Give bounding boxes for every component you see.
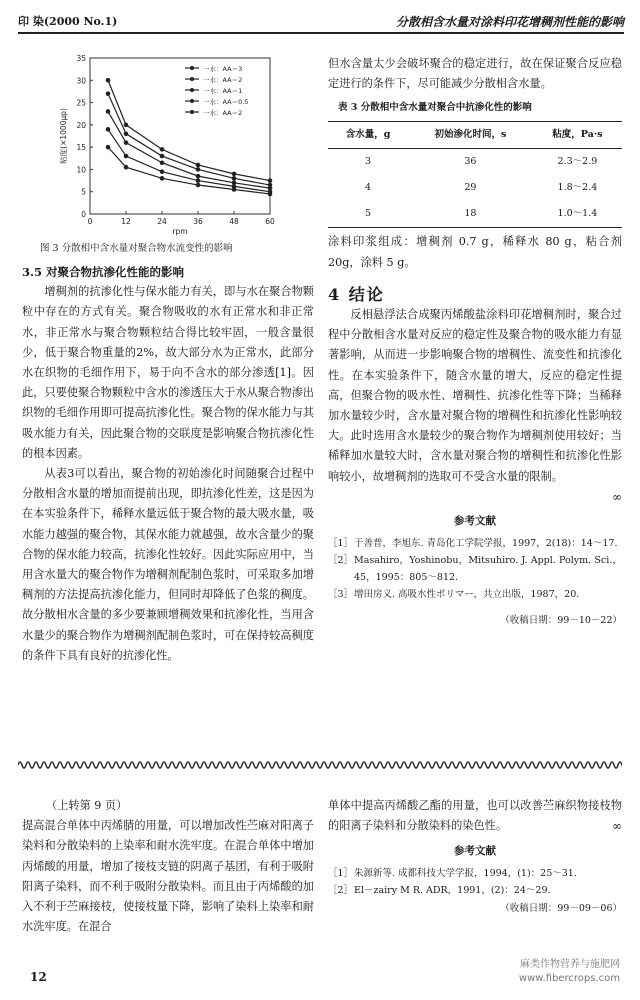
data-point <box>160 160 165 165</box>
table-row <box>328 201 622 228</box>
watermark <box>519 958 620 986</box>
data-point <box>160 154 165 159</box>
bottom-right-column <box>328 796 622 919</box>
end-mark: ∞ <box>612 819 622 834</box>
paragraph: 提高混合单体中丙烯腈的用量，可以增加改性苎麻对阳离子染料和分散染料的上染率和耐水洗牢度。在混合单体中增加丙烯酸的用量，增加了接枝支链的阴离子基团，有利于吸附阳离子染料，而不利于吸附分散染料。而且由于丙烯酸的加入不利于苎麻接枝，使接枝量下降，影响了染料上染率和耐水洗牢度。在混合 <box>22 819 314 934</box>
reference-item: ［2］ Masahiro，Yoshinobu，Mitsuhiro. J. Appl. Polym. Sci.，45，1995：805～812. <box>328 555 622 584</box>
references-title: 参考文献 <box>454 844 496 857</box>
reference-item: ［1］ 于善普，李旭东. 青岛化工学院学报，1997，2(18)：14～17. <box>328 538 618 550</box>
data-point <box>106 127 111 132</box>
data-point <box>196 163 201 168</box>
y-tick-label: 5 <box>81 187 86 197</box>
paragraph: 单体中提高丙烯酸乙酯的用量，也可以改善苎麻织物接枝物的阳离子染料和分散染料的染色性。 <box>328 799 622 833</box>
legend-label: 一水：AA＝2 <box>203 76 243 84</box>
figure-caption: 图 3 分散相中含水量对聚合物水流变性的影响 <box>40 243 233 254</box>
data-point <box>196 174 201 179</box>
reference-item: ［1］ 朱源新等. 成都科技大学学报，1994，(1)：25～31. <box>328 867 577 879</box>
data-point <box>160 147 165 152</box>
data-point <box>232 187 237 192</box>
data-point <box>124 154 129 159</box>
data-point <box>106 145 111 150</box>
table-3 <box>328 121 622 229</box>
data-point <box>196 167 201 172</box>
table-header: 粘度，Pa·s <box>552 128 603 140</box>
table-header: 初始渗化时间，s <box>434 128 507 140</box>
table-row <box>328 175 622 201</box>
received-date: （收稿日期：99－09－06） <box>500 902 622 914</box>
table-note: 涂料印浆组成：增稠剂 0.7 g，稀释水 80 g，粘合剂 20g，涂料 5 g。 <box>328 235 622 269</box>
conclusion-title: 4 结论 <box>328 284 385 304</box>
legend-marker <box>190 66 194 70</box>
x-tick-label: 48 <box>229 217 239 226</box>
page-number: 12 <box>30 970 47 984</box>
legend-marker <box>190 77 194 81</box>
table-cell: 4 <box>364 182 372 194</box>
paragraph: 从表3可以看出，聚合物的初始渗化时间随聚合过程中分散相含水量的增加而提前出现，即抗渗化性差，这是因为在本实验条件下，稀释水量远低于聚合物的最大吸水量，吸水能力越强的聚合物，其保水能力就越强，故水含量少的聚合物的保水能力较高，抗渗化性较好。因此实际应用中，当用含水量大的聚合物作为增稠剂配制色浆时，可采取多加增稠剂的方法提高抗渗化能力，但同时却降低了色浆的稠度。故分散相水含量的多少要兼顾增稠效果和抗渗化性，当用含水量少的聚合物作为增稠剂配制色浆时，可在保持较高稠度的条件下具有良好的抗渗化性。 <box>22 467 314 662</box>
table-cell: 36 <box>464 155 477 167</box>
data-point <box>106 91 111 96</box>
data-point <box>160 169 165 174</box>
x-axis-label: rpm <box>172 227 188 236</box>
table-caption: 表 3 分散相中含水量对聚合中抗渗化性的影响 <box>338 102 532 114</box>
data-point <box>160 176 165 181</box>
data-point <box>196 183 201 188</box>
legend-label: 一水：AA＝2 <box>203 109 243 117</box>
watermark-line: www.fibercrops.com <box>518 973 620 984</box>
watermark-line: 麻类作物营养与施肥网 <box>520 959 620 970</box>
data-point <box>124 123 129 128</box>
end-mark: ∞ <box>612 489 622 504</box>
section-3-5-title: 3.5 对聚合物抗渗化性能的影响 <box>22 265 185 279</box>
y-tick-label: 0 <box>81 210 86 219</box>
y-tick-label: 10 <box>76 165 86 175</box>
references-title: 参考文献 <box>454 515 496 528</box>
y-tick-label: 30 <box>76 76 86 86</box>
x-tick-label: 24 <box>157 217 167 226</box>
wavy-divider <box>18 758 622 772</box>
data-point <box>196 178 201 183</box>
data-point <box>106 109 111 114</box>
running-header <box>18 10 624 34</box>
table-cell: 1.8～2.4 <box>557 182 598 194</box>
reference-item: ［3］ 增田房义. 高吸水性ポリマー，共立出版，1987，20. <box>328 589 580 601</box>
paragraph: 但水含量太少会破坏聚合的稳定进行，故在保证聚合反应稳定进行的条件下，尽可能减少分散相含水量。 <box>328 57 622 91</box>
conclusion-text: 反相悬浮法合成聚丙烯酸盐涂料印花增稠剂时，聚合过程中分散相含水量对反应的稳定性及聚合物的吸水能力有显著影响，从而进一步影响聚合物的增稠性、流变性和抗渗化性。在本实验条件下，随含水量的增大，反应的稳定性提高，但聚合物的吸水性、增稠性、抗渗化性等下降；当稀释加水量较少时，含水量对聚合物的增稠性和抗渗化性影响较大。此时选用含水量较少的聚合物作为增稠剂使用较好；当稀释加水量较大时，含水量对聚合物的增稠性和抗渗化性影响较小，故增稠剂的选取可不受含水量的限制。 <box>328 308 622 483</box>
reference-item: ［2］ El－zairy M R. ADR，1991，(2)：24～29. <box>328 884 551 896</box>
x-tick-label: 36 <box>193 217 203 226</box>
bottom-left-column <box>22 796 314 937</box>
x-tick-label: 0 <box>87 217 93 226</box>
table-header: 含水量，g <box>345 128 391 140</box>
y-axis-label: 粘度(×1000μp) <box>59 108 68 164</box>
legend-label: 一水：AA＝0.5 <box>203 98 249 106</box>
received-date: （收稿日期：99－10－22） <box>500 615 622 627</box>
references-list <box>328 865 622 899</box>
data-point <box>106 78 111 83</box>
data-point <box>124 165 129 170</box>
table-row <box>328 148 622 175</box>
right-column <box>328 54 622 631</box>
legend-label: 一水：AA＝1 <box>203 87 243 95</box>
data-point <box>124 131 129 136</box>
y-tick-label: 20 <box>76 120 86 130</box>
table-cell: 29 <box>464 182 477 194</box>
y-tick-label: 25 <box>76 98 86 108</box>
table-cell: 3 <box>364 155 372 167</box>
continued-note: （上转第 9 页） <box>46 799 128 812</box>
series-line <box>108 94 270 185</box>
x-tick-label: 60 <box>265 217 275 226</box>
y-tick-label: 35 <box>76 54 86 63</box>
table-cell: 18 <box>464 208 477 220</box>
series-line <box>108 147 270 194</box>
legend-marker <box>190 88 194 92</box>
data-point <box>232 176 237 181</box>
left-column <box>22 262 314 666</box>
data-point <box>232 172 237 177</box>
y-tick-label: 15 <box>76 143 86 153</box>
data-point <box>124 140 129 145</box>
data-point <box>268 178 273 183</box>
legend-label: 一水：AA＝3 <box>203 65 243 73</box>
legend-marker <box>190 110 194 114</box>
paragraph: 增稠剂的抗渗化性与保水能力有关，即与水在聚合物颗粒中存在的方式有关。聚合物吸收的水有正常水和非正常水，非正常水与聚合物颗粒结合得比较牢固，一般含量很少，低于聚合物重量的2%，故大部分水为正常水，此部分水在织物的毛细作用下，易于向不含水的部分渗透[1]。因此，只要使聚合物颗粒中含水的渗透压大于水从聚合物渗出织物的毛细作用即可提高抗渗化性。聚合物的保水能力与其吸水能力有关，因此聚合物的交联度是影响聚合物抗渗化性的根本因素。 <box>22 285 314 460</box>
x-tick-label: 12 <box>121 217 131 226</box>
journal-issue: 印 染(2000 No.1) <box>18 15 118 28</box>
viscosity-chart <box>20 46 310 264</box>
legend-marker <box>190 99 194 103</box>
data-point <box>268 192 273 197</box>
table-cell: 5 <box>364 208 372 220</box>
references-list <box>328 535 622 603</box>
table-cell: 2.3～2.9 <box>557 155 598 167</box>
article-title: 分散相含水量对涂料印花增稠剂性能的影响 <box>395 14 624 29</box>
table-cell: 1.0～1.4 <box>557 208 598 220</box>
